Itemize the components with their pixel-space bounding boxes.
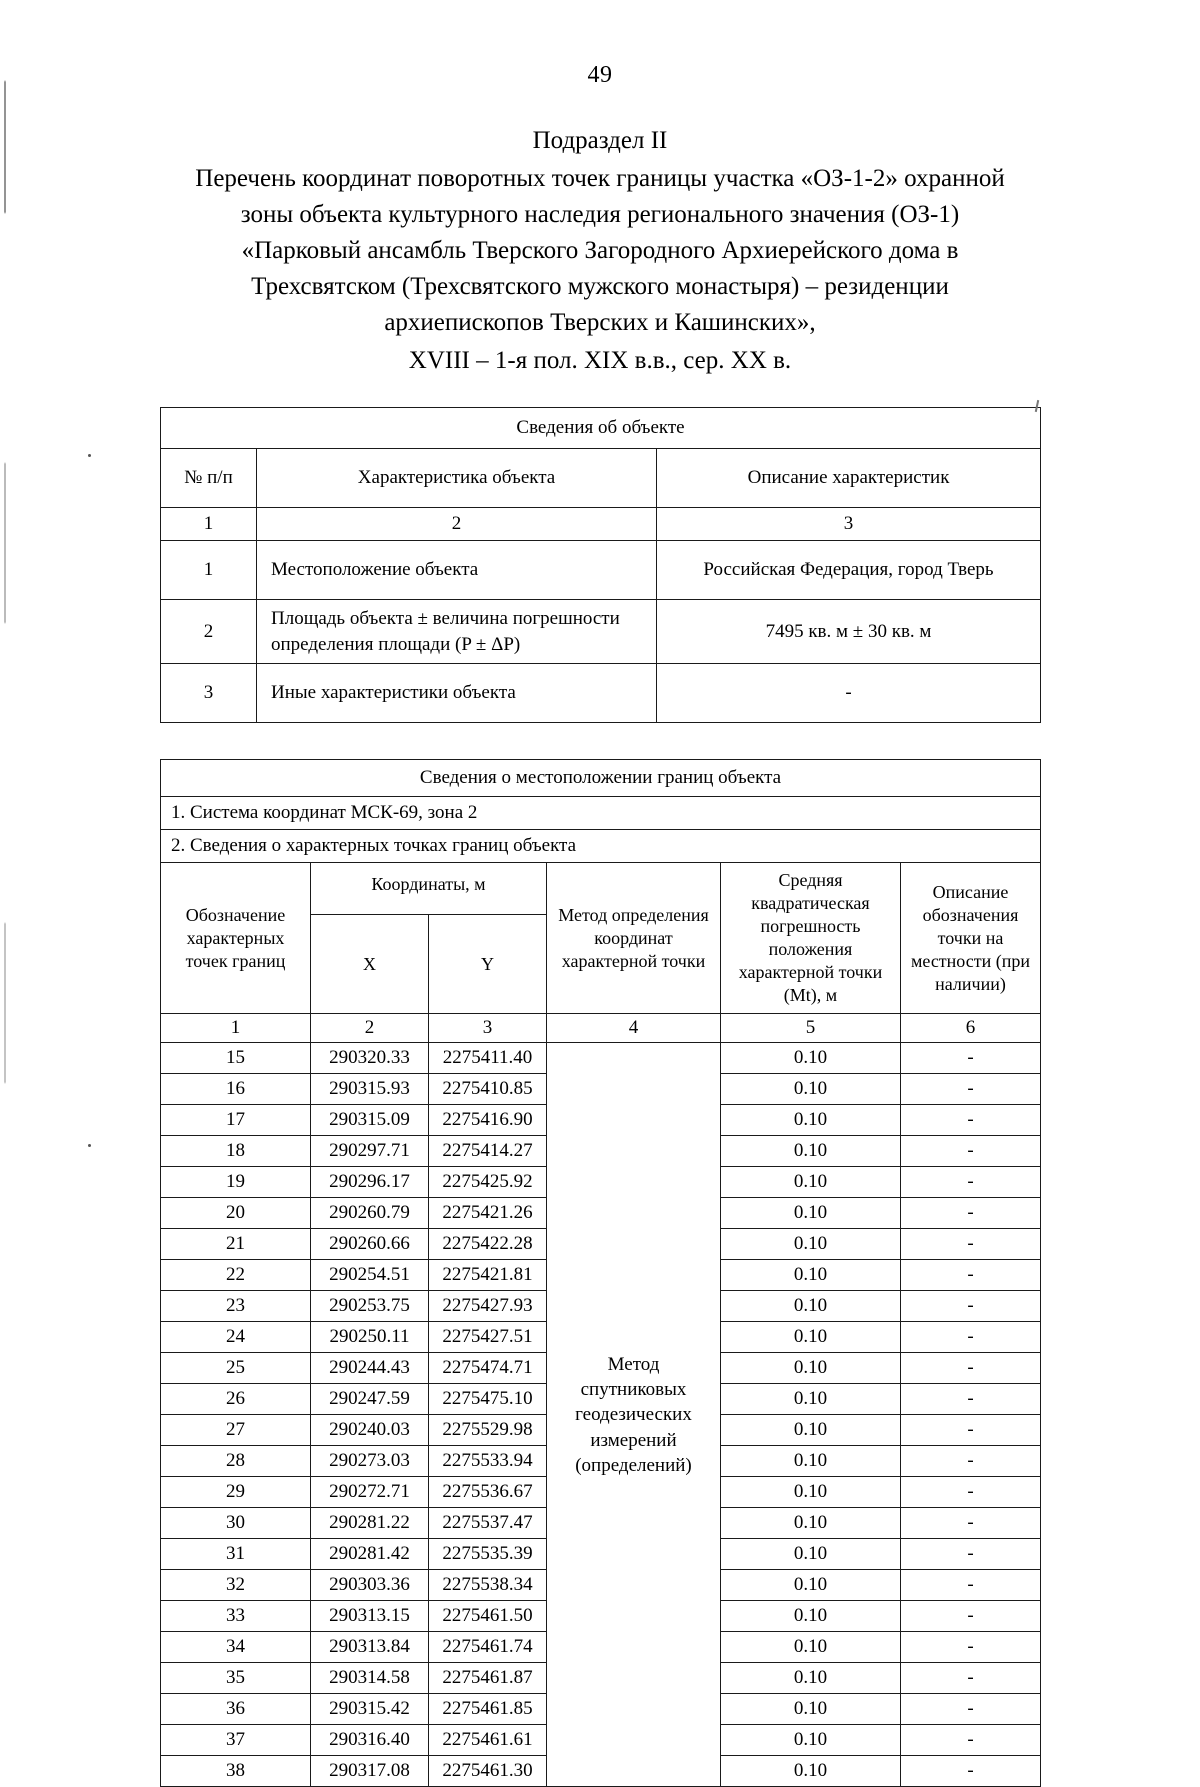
- point-id: 20: [161, 1198, 311, 1229]
- point-description: -: [901, 1601, 1041, 1632]
- mt-value: 0.10: [721, 1477, 901, 1508]
- point-id: 15: [161, 1043, 311, 1074]
- coord-x: 290315.09: [311, 1105, 429, 1136]
- mt-value: 0.10: [721, 1725, 901, 1756]
- coord-x: 290260.66: [311, 1229, 429, 1260]
- header-description: Описание характеристик: [657, 449, 1041, 508]
- point-description: -: [901, 1260, 1041, 1291]
- coord-x: 290315.93: [311, 1074, 429, 1105]
- table-caption-row: [161, 408, 1041, 449]
- coord-y: 2275533.94: [429, 1446, 547, 1477]
- mt-value: 0.10: [721, 1508, 901, 1539]
- coord-y: 2275461.74: [429, 1632, 547, 1663]
- coord-x: 290254.51: [311, 1260, 429, 1291]
- point-description: -: [901, 1570, 1041, 1601]
- coord-x: 290260.79: [311, 1198, 429, 1229]
- coord-y: 2275461.30: [429, 1756, 547, 1787]
- coord-y: 2275421.81: [429, 1260, 547, 1291]
- coord-x: 290273.03: [311, 1446, 429, 1477]
- row-num: 2: [161, 600, 257, 664]
- mt-value: 0.10: [721, 1539, 901, 1570]
- coord-y: 2275461.50: [429, 1601, 547, 1632]
- point-id: 34: [161, 1632, 311, 1663]
- point-id: 30: [161, 1508, 311, 1539]
- point-id: 19: [161, 1167, 311, 1198]
- coord-y: 2275421.26: [429, 1198, 547, 1229]
- borders-info-table-wrap: [160, 759, 1040, 1787]
- coord-y: 2275474.71: [429, 1353, 547, 1384]
- coord-y: 2275422.28: [429, 1229, 547, 1260]
- coord-y: 2275461.61: [429, 1725, 547, 1756]
- mt-value: 0.10: [721, 1756, 901, 1787]
- scan-edge-artifact: [4, 62, 6, 1767]
- mt-value: 0.10: [721, 1353, 901, 1384]
- row-description: Российская Федерация, город Тверь: [657, 541, 1041, 600]
- coord-y: 2275427.93: [429, 1291, 547, 1322]
- table-row: [161, 600, 1041, 664]
- point-description: -: [901, 1353, 1041, 1384]
- mt-value: 0.10: [721, 1663, 901, 1694]
- point-description: -: [901, 1167, 1041, 1198]
- point-id: 24: [161, 1322, 311, 1353]
- point-description: -: [901, 1291, 1041, 1322]
- coord-x: 290314.58: [311, 1663, 429, 1694]
- coord-x: 290247.59: [311, 1384, 429, 1415]
- coord-y: 2275416.90: [429, 1105, 547, 1136]
- colnum-3: 3: [657, 508, 1041, 541]
- point-description: -: [901, 1663, 1041, 1694]
- mt-value: 0.10: [721, 1074, 901, 1105]
- characteristic-points-note: 2. Сведения о характерных точках границ объекта: [161, 830, 1041, 863]
- title-line-4: Трехсвятском (Трехсвятского мужского монастыря) – резиденции: [251, 273, 949, 300]
- header-characteristic: Характеристика объекта: [257, 449, 657, 508]
- page-number: 49: [587, 62, 613, 88]
- row-description: 7495 кв. м ± 30 кв. м: [657, 600, 1041, 664]
- point-id: 17: [161, 1105, 311, 1136]
- coord-y: 2275475.10: [429, 1384, 547, 1415]
- coord-y: 2275411.40: [429, 1043, 547, 1074]
- point-description: -: [901, 1725, 1041, 1756]
- mt-value: 0.10: [721, 1167, 901, 1198]
- header-num: № п/п: [161, 449, 257, 508]
- coord-y: 2275529.98: [429, 1415, 547, 1446]
- coord-x: 290297.71: [311, 1136, 429, 1167]
- mt-value: 0.10: [721, 1446, 901, 1477]
- coord-x: 290253.75: [311, 1291, 429, 1322]
- coord-x: 290250.11: [311, 1322, 429, 1353]
- table-row: [161, 541, 1041, 600]
- point-description: -: [901, 1136, 1041, 1167]
- coord-y: 2275410.85: [429, 1074, 547, 1105]
- coord-x: 290272.71: [311, 1477, 429, 1508]
- point-description: -: [901, 1446, 1041, 1477]
- points-note-row: [161, 830, 1041, 863]
- point-id: 31: [161, 1539, 311, 1570]
- mt-value: 0.10: [721, 1043, 901, 1074]
- scan-speck: [88, 454, 91, 457]
- column-number-row: [161, 508, 1041, 541]
- coord-x: 290296.17: [311, 1167, 429, 1198]
- point-description: -: [901, 1477, 1041, 1508]
- colnum-4: 4: [547, 1014, 721, 1043]
- coord-x: 290313.15: [311, 1601, 429, 1632]
- coord-y: 2275536.67: [429, 1477, 547, 1508]
- colnum-5: 5: [721, 1014, 901, 1043]
- column-number-row: [161, 1014, 1041, 1043]
- mt-value: 0.10: [721, 1136, 901, 1167]
- point-description: -: [901, 1384, 1041, 1415]
- row-num: 1: [161, 541, 257, 600]
- point-description: -: [901, 1508, 1041, 1539]
- header-point-designation: Обозначение характерных точек границ: [161, 863, 311, 1014]
- row-description: -: [657, 664, 1041, 723]
- mt-value: 0.10: [721, 1384, 901, 1415]
- colnum-2: 2: [311, 1014, 429, 1043]
- point-id: 18: [161, 1136, 311, 1167]
- colnum-3: 3: [429, 1014, 547, 1043]
- point-id: 36: [161, 1694, 311, 1725]
- point-description: -: [901, 1632, 1041, 1663]
- object-info-table-wrap: [160, 407, 1040, 723]
- title-line-1: Перечень координат поворотных точек границы участка «ОЗ-1-2» охранной: [195, 165, 1005, 192]
- coord-x: 290244.43: [311, 1353, 429, 1384]
- table-header-row: [161, 449, 1041, 508]
- point-description: -: [901, 1229, 1041, 1260]
- point-description: -: [901, 1415, 1041, 1446]
- borders-info-table: [160, 759, 1041, 1787]
- point-description: -: [901, 1322, 1041, 1353]
- coord-x: 290320.33: [311, 1043, 429, 1074]
- point-description: -: [901, 1043, 1041, 1074]
- coord-x: 290315.42: [311, 1694, 429, 1725]
- mt-value: 0.10: [721, 1601, 901, 1632]
- coord-x: 290313.84: [311, 1632, 429, 1663]
- header-coordinates-group: Координаты, м: [311, 863, 547, 915]
- mt-value: 0.10: [721, 1322, 901, 1353]
- title-line-5: архиепископов Тверских и Кашинских»,: [384, 309, 816, 336]
- point-id: 38: [161, 1756, 311, 1787]
- method-value: Метод спутниковых геодезических измерений (определений): [547, 1043, 721, 1787]
- mt-value: 0.10: [721, 1198, 901, 1229]
- coord-y: 2275427.51: [429, 1322, 547, 1353]
- point-id: 27: [161, 1415, 311, 1446]
- row-characteristic: Местоположение объекта: [257, 541, 657, 600]
- borders-table-caption: Сведения о местоположении границ объекта: [161, 760, 1041, 797]
- subsection-heading: Подраздел II: [532, 127, 668, 154]
- header-point-description: Описание обозначения точки на местности (при наличии): [901, 863, 1041, 1014]
- point-id: 32: [161, 1570, 311, 1601]
- point-id: 21: [161, 1229, 311, 1260]
- coord-y: 2275425.92: [429, 1167, 547, 1198]
- mt-value: 0.10: [721, 1694, 901, 1725]
- point-id: 35: [161, 1663, 311, 1694]
- coord-x: 290281.42: [311, 1539, 429, 1570]
- table-caption-row: [161, 760, 1041, 797]
- point-description: -: [901, 1694, 1041, 1725]
- coord-y: 2275461.85: [429, 1694, 547, 1725]
- row-num: 3: [161, 664, 257, 723]
- mt-value: 0.10: [721, 1632, 901, 1663]
- object-info-table: [160, 407, 1041, 723]
- point-description: -: [901, 1074, 1041, 1105]
- mt-value: 0.10: [721, 1105, 901, 1136]
- point-id: 33: [161, 1601, 311, 1632]
- mt-value: 0.10: [721, 1570, 901, 1601]
- point-description: -: [901, 1105, 1041, 1136]
- scan-speck: [88, 1144, 91, 1147]
- coord-y: 2275414.27: [429, 1136, 547, 1167]
- coord-x: 290303.36: [311, 1570, 429, 1601]
- row-characteristic: Иные характеристики объекта: [257, 664, 657, 723]
- point-id: 25: [161, 1353, 311, 1384]
- object-table-caption: Сведения об объекте: [161, 408, 1041, 449]
- point-id: 26: [161, 1384, 311, 1415]
- coordinate-system-row: [161, 797, 1041, 830]
- colnum-1: 1: [161, 1014, 311, 1043]
- mt-value: 0.10: [721, 1229, 901, 1260]
- document-page: [0, 62, 1200, 1782]
- table-row: [161, 664, 1041, 723]
- row-characteristic: Площадь объекта ± величина погрешности определения площади (P ± ΔP): [257, 600, 657, 664]
- coord-y: 2275461.87: [429, 1663, 547, 1694]
- coord-y: 2275535.39: [429, 1539, 547, 1570]
- header-mse: Средняя квадратическая погрешность положения характерной точки (Mt), м: [721, 863, 901, 1014]
- table-header-row-top: [161, 863, 1041, 915]
- header-y: Y: [429, 915, 547, 1014]
- colnum-6: 6: [901, 1014, 1041, 1043]
- title-line-2: зоны объекта культурного наследия регионального значения (ОЗ-1): [240, 201, 960, 228]
- colnum-2: 2: [257, 508, 657, 541]
- point-id: 29: [161, 1477, 311, 1508]
- mt-value: 0.10: [721, 1415, 901, 1446]
- point-id: 28: [161, 1446, 311, 1477]
- point-id: 23: [161, 1291, 311, 1322]
- title-dates: XVIII – 1-я пол. XIX в.в., сер. XX в.: [408, 347, 792, 374]
- header-x: X: [311, 915, 429, 1014]
- header-method: Метод определения координат характерной точки: [547, 863, 721, 1014]
- point-description: -: [901, 1756, 1041, 1787]
- coord-y: 2275538.34: [429, 1570, 547, 1601]
- point-id: 16: [161, 1074, 311, 1105]
- point-id: 22: [161, 1260, 311, 1291]
- document-title-block: [0, 123, 1200, 379]
- title-line-3: «Парковый ансамбль Тверского Загородного Архиерейского дома в: [241, 237, 959, 264]
- coordinate-system-note: 1. Система координат МСК-69, зона 2: [161, 797, 1041, 830]
- coord-x: 290281.22: [311, 1508, 429, 1539]
- point-id: 37: [161, 1725, 311, 1756]
- coord-x: 290316.40: [311, 1725, 429, 1756]
- mt-value: 0.10: [721, 1260, 901, 1291]
- coord-y: 2275537.47: [429, 1508, 547, 1539]
- mt-value: 0.10: [721, 1291, 901, 1322]
- coord-x: 290317.08: [311, 1756, 429, 1787]
- colnum-1: 1: [161, 508, 257, 541]
- table-row: [161, 1043, 1041, 1074]
- point-description: -: [901, 1198, 1041, 1229]
- coord-x: 290240.03: [311, 1415, 429, 1446]
- point-description: -: [901, 1539, 1041, 1570]
